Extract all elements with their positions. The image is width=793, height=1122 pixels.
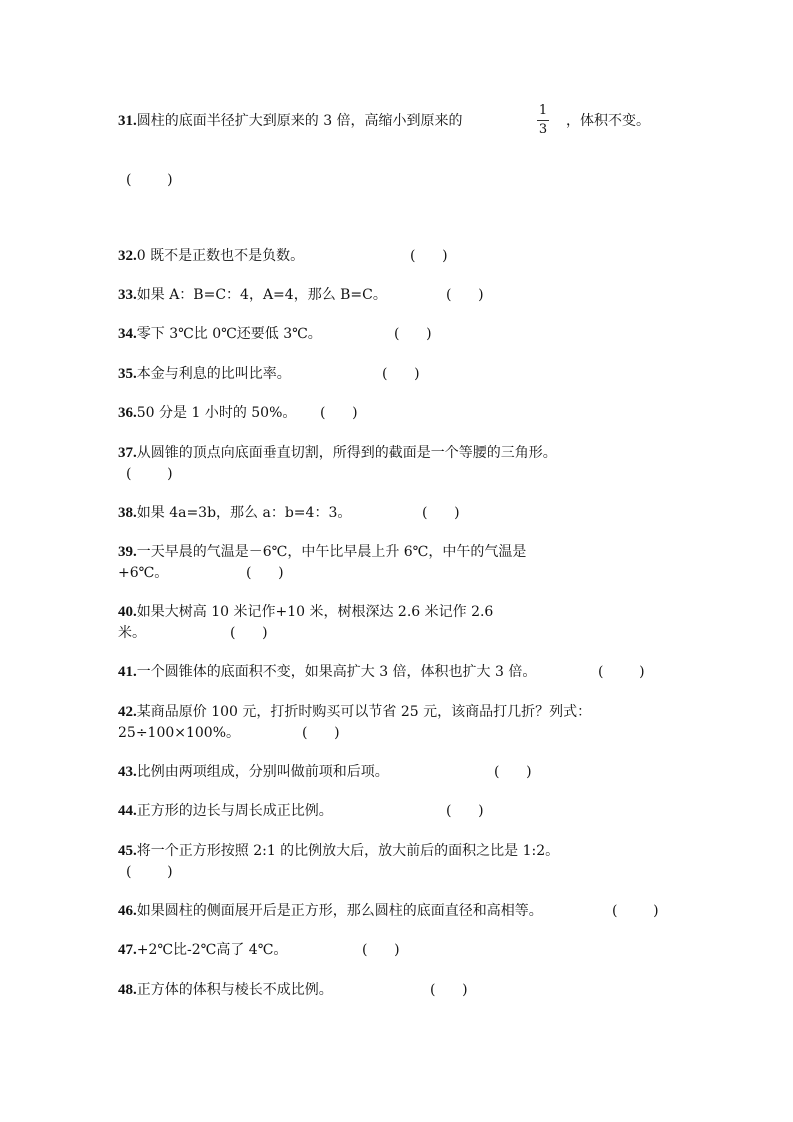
fraction-denominator: 3 (538, 122, 548, 137)
question-number: 40. (118, 604, 137, 620)
question-48 (118, 980, 333, 1000)
question-text: 从圆锥的顶点向底面垂直切割，所得到的截面是一个等腰的三角形。 (136, 445, 557, 461)
fraction-numerator: 1 (538, 103, 548, 118)
question-text: 0 既不是正数也不是负数。 (136, 248, 305, 264)
question-number: 36. (118, 405, 137, 421)
fraction-one-third (536, 104, 550, 137)
question-text: 一个圆锥体的底面积不变，如果高扩大 3 倍，体积也扩大 3 倍。 (136, 664, 537, 680)
question-number: 37. (118, 445, 137, 461)
question-36 (118, 403, 296, 423)
question-text: 圆柱的底面半径扩大到原来的 3 倍，高缩小到原来的 (136, 113, 463, 129)
answer-blank[interactable]: ( ) (126, 466, 173, 482)
question-number: 47. (118, 942, 137, 958)
question-32 (118, 246, 304, 266)
question-41 (118, 662, 536, 682)
question-text: +2℃比-2℃高了 4℃。 (136, 942, 288, 958)
question-number: 38. (118, 505, 137, 521)
answer-blank[interactable]: ( ) (446, 287, 484, 303)
question-44 (118, 801, 333, 821)
question-text: 如果大树高 10 米记作+10 米，树根深达 2.6 米记作 2.6 (136, 604, 494, 620)
question-45 (118, 841, 559, 861)
question-number: 41. (118, 664, 137, 680)
answer-blank[interactable]: ( ) (422, 505, 460, 521)
question-number: 43. (118, 764, 137, 780)
question-number: 34. (118, 326, 137, 342)
question-number: 32. (118, 248, 137, 264)
question-34 (118, 324, 322, 344)
answer-blank[interactable]: ( ) (612, 903, 659, 919)
question-number: 48. (118, 982, 137, 998)
question-text: 某商品原价 100 元，打折时购买可以节省 25 元，该商品打几折？列式： (136, 704, 592, 720)
question-text: 本金与利息的比叫比率。 (136, 366, 291, 382)
fraction-bar (537, 120, 549, 121)
question-number: 35. (118, 366, 137, 382)
question-number: 33. (118, 287, 137, 303)
question-number: 39. (118, 544, 137, 560)
question-33 (118, 285, 387, 305)
question-number: 45. (118, 843, 137, 859)
answer-blank[interactable]: ( ) (382, 366, 420, 382)
answer-blank[interactable]: ( ) (302, 725, 340, 741)
question-text: 将一个正方形按照 2:1 的比例放大后，放大前后的面积之比是 1:2。 (136, 843, 560, 859)
question-37 (118, 443, 557, 463)
answer-blank[interactable]: ( ) (126, 172, 173, 188)
answer-blank[interactable]: ( ) (246, 565, 284, 581)
question-text: 零下 3℃比 0℃还要低 3℃。 (136, 326, 322, 342)
question-text: 如果圆柱的侧面展开后是正方形，那么圆柱的底面直径和高相等。 (136, 903, 543, 919)
answer-blank[interactable]: ( ) (320, 405, 358, 421)
question-42 (118, 702, 591, 722)
question-number: 46. (118, 903, 137, 919)
question-47 (118, 940, 287, 960)
answer-blank[interactable]: ( ) (126, 864, 173, 880)
answer-blank[interactable]: ( ) (494, 764, 532, 780)
question-text: 如果 4a=3b，那么 a：b=4：3。 (136, 505, 352, 521)
question-text: 比例由两项组成，分别叫做前项和后项。 (136, 764, 389, 780)
question-text: 50 分是 1 小时的 50%。 (136, 405, 297, 421)
question-40 (118, 602, 493, 622)
answer-blank[interactable]: ( ) (230, 625, 268, 641)
answer-blank[interactable]: ( ) (446, 803, 484, 819)
question-46 (118, 901, 543, 921)
question-text-line2: 25÷100×100%。 (118, 725, 241, 741)
question-text: 正方体的体积与棱长不成比例。 (136, 982, 333, 998)
answer-blank[interactable]: ( ) (410, 248, 448, 264)
question-text: 如果 A：B=C：4，A=4，那么 B=C。 (136, 287, 387, 303)
question-number: 31. (118, 113, 137, 129)
answer-blank[interactable]: ( ) (362, 942, 400, 958)
question-text-tail: ，体积不变。 (566, 113, 650, 129)
answer-blank[interactable]: ( ) (430, 982, 468, 998)
question-number: 42. (118, 704, 137, 720)
question-35 (118, 364, 291, 384)
question-text-line2: 米。 (118, 625, 146, 641)
question-43 (118, 762, 389, 782)
question-number: 44. (118, 803, 137, 819)
question-39 (118, 542, 526, 562)
answer-blank[interactable]: ( ) (598, 664, 645, 680)
question-text: 正方形的边长与周长成正比例。 (136, 803, 333, 819)
question-38 (118, 503, 351, 523)
answer-blank[interactable]: ( ) (394, 326, 432, 342)
question-text-line2: +6℃。 (118, 565, 169, 581)
question-text: 一天早晨的气温是－6℃，中午比早晨上升 6℃，中午的气温是 (136, 544, 527, 560)
question-31 (118, 111, 463, 131)
